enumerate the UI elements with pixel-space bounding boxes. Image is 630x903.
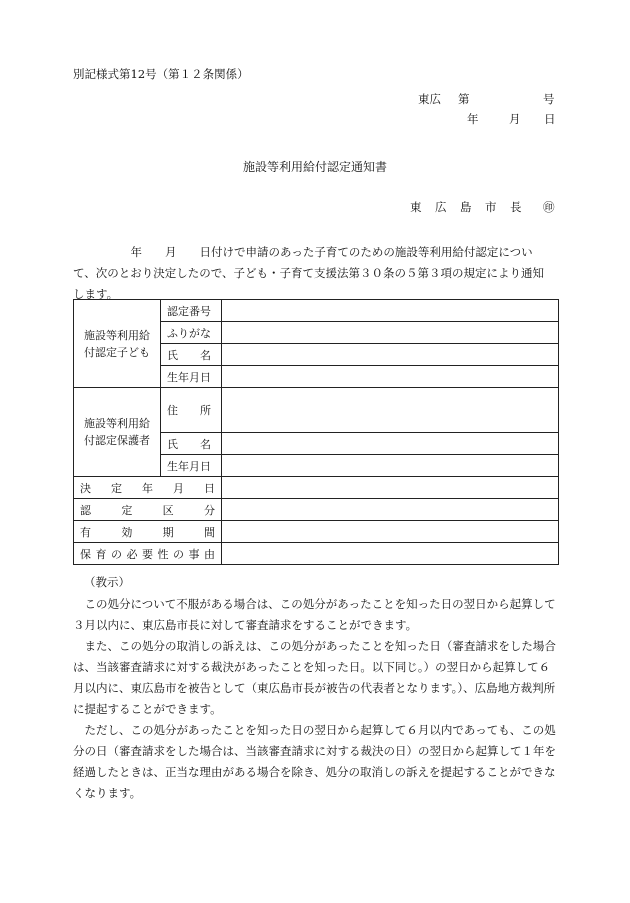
ref-go: 号 — [543, 92, 555, 106]
date-month: 月 — [509, 112, 521, 126]
ref-dai: 第 — [458, 92, 470, 106]
issuer-char: 長 — [510, 200, 522, 214]
field-furigana: ふりがな — [161, 322, 222, 344]
note-paragraph: この処分について不服がある場合は、この処分があったことを知った日の翌日から起算して３月以内に、東広島市長に対して審査請求をすることができます。 — [73, 597, 556, 632]
value-cell — [222, 521, 559, 543]
field-cert-number: 認定番号 — [161, 300, 222, 322]
note-paragraph: ただし、この処分があったことを知った日の翌日から起算して６月以内であっても、この処分の日（審査請求をした場合は、当該審査請求に対する裁決の日）の翌日から起算して１年を経過したときは、正当な理由がある場合を除き、処分の取消しの訴えを提起することができなくなります。 — [73, 723, 556, 800]
row-care-reason: 保育の必要性の事由 — [74, 543, 222, 565]
intro-line: 年 月 日付けで申請のあった子育てのための施設等利用給付認定につい — [73, 245, 533, 259]
intro-line: します。 — [73, 287, 119, 301]
value-cell — [222, 344, 559, 366]
value-cell — [222, 433, 559, 455]
date-day: 日 — [544, 112, 556, 126]
issuer-char: 東 — [410, 200, 422, 214]
certification-table — [73, 299, 559, 565]
field-guardian-name: 氏 名 — [161, 433, 222, 455]
value-cell — [222, 388, 559, 433]
value-cell — [222, 300, 559, 322]
value-cell — [222, 543, 559, 565]
row-cert-category: 認定区分 — [74, 499, 222, 521]
child-group-label: 施設等利用給付認定子ども — [74, 300, 161, 388]
value-cell — [222, 455, 559, 477]
value-cell — [222, 366, 559, 388]
field-child-birthdate: 生年月日 — [161, 366, 222, 388]
note-paragraph: また、この処分の取消しの訴えは、この処分があったことを知った日（審査請求をした場合は、当該審査請求に対する裁決があったことを知った日。以下同じ。）の翌日から起算して６月以内に、東広島市を被告として（東広島市長が被告の代表者となります。）、広島地方裁判所に提起することができます。 — [73, 639, 556, 716]
form-id: 別記様式第12号（第１２条関係） — [73, 67, 249, 81]
value-cell — [222, 322, 559, 344]
field-child-name: 氏 名 — [161, 344, 222, 366]
date-year: 年 — [467, 112, 479, 126]
document-title: 施設等利用給付認定通知書 — [242, 160, 387, 174]
row-decision-date: 決定年月日 — [74, 477, 222, 499]
value-cell — [222, 499, 559, 521]
notes-text — [73, 594, 559, 804]
field-address: 住 所 — [161, 388, 222, 433]
intro-line: て、次のとおり決定したので、子ども・子育て支援法第３０条の５第３項の規定により通知 — [73, 266, 545, 280]
field-guardian-birthdate: 生年月日 — [161, 455, 222, 477]
intro-text — [73, 242, 558, 305]
guardian-group-label: 施設等利用給付認定保護者 — [74, 388, 161, 477]
issuer-char: 島 — [460, 200, 472, 214]
issuer-char: 広 — [435, 200, 447, 214]
issuer-char: 市 — [485, 200, 497, 214]
seal-mark: ㊞ — [543, 200, 555, 214]
ref-prefix: 東広 — [418, 92, 441, 106]
notes-heading: （教示） — [84, 575, 130, 589]
value-cell — [222, 477, 559, 499]
row-valid-period: 有効期間 — [74, 521, 222, 543]
